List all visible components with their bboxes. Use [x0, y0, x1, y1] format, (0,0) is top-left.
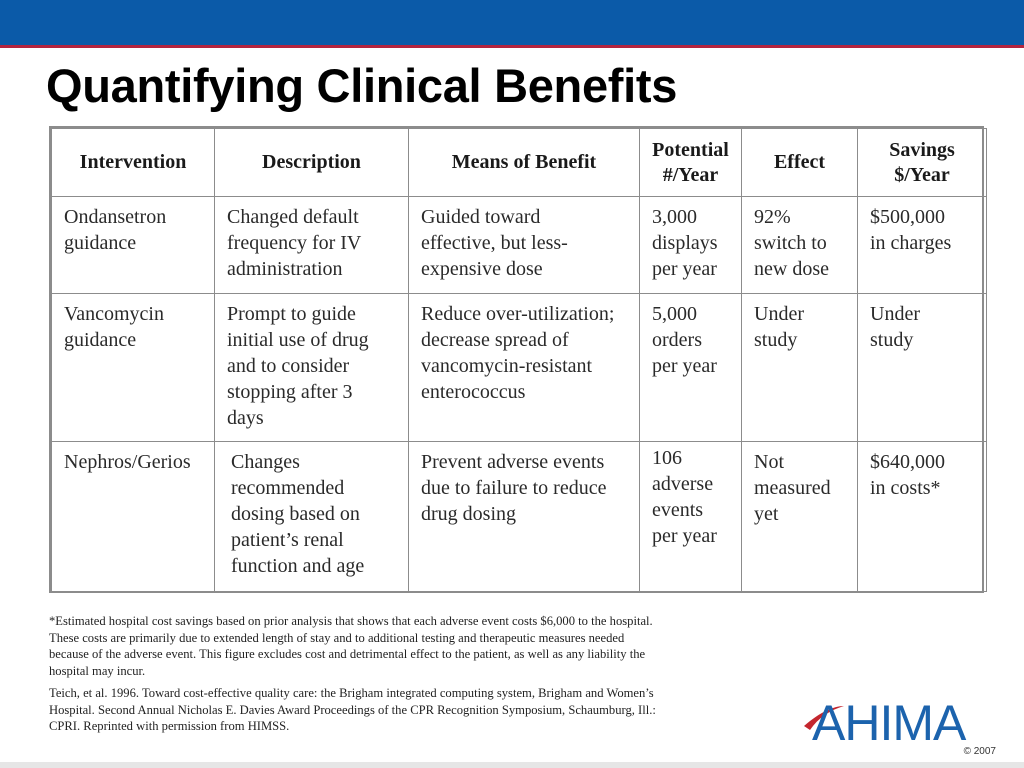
cell-description: Changed default frequency for IV administration [215, 197, 409, 294]
header-potential-per-year: Potential #/Year [640, 129, 742, 197]
cell-savings: $500,000 in charges [858, 197, 987, 294]
cell-means: Guided toward effective, but less- expensive dose [409, 197, 640, 294]
benefits-table-frame [49, 126, 984, 593]
cell-means: Prevent adverse events due to failure to reduce drug dosing [409, 442, 640, 592]
cell-means: Reduce over-utilization; decrease spread of vancomycin-resistant enterococcus [409, 294, 640, 442]
cell-savings: $640,000 in costs* [858, 442, 987, 592]
cell-intervention: Nephros/Gerios [52, 442, 215, 592]
copyright-text: © 2007 [963, 746, 996, 757]
top-banner [0, 0, 1024, 45]
top-accent-line [0, 45, 1024, 48]
cell-potential: 3,000 displays per year [640, 197, 742, 294]
cell-effect: Under study [742, 294, 858, 442]
header-savings-per-year: Savings $/Year [858, 129, 987, 197]
cell-description: Prompt to guide initial use of drug and to consider stopping after 3 days [215, 294, 409, 442]
slide-title: Quantifying Clinical Benefits [46, 59, 678, 112]
header-description: Description [215, 129, 409, 197]
cell-description: Changes recommended dosing based on patient’s renal function and age [215, 442, 409, 592]
table-row [52, 197, 987, 294]
footnote-text: *Estimated hospital cost savings based on prior analysis that shows that each adverse event costs $6,000 to the hospital. These costs are primarily due to extended length of stay and to additional testing and therapeutic measures needed because of the adverse event. This figure excludes cost and detrimental effect to the patient, as well as any liability the hospital may incur. [49, 614, 653, 678]
citation-text: Teich, et al. 1996. Toward cost-effective quality care: the Brigham integrated computing system, Brigham and Women’s Hospital. Second Annual Nicholas E. Davies Award Proceedings of the CPR Recognition Symposium, Schaumburg, Ill.: CPRI. Reprinted with permission from HIMSS. [49, 686, 656, 733]
header-means-of-benefit: Means of Benefit [409, 129, 640, 197]
header-intervention: Intervention [52, 129, 215, 197]
cell-potential: 5,000 orders per year [640, 294, 742, 442]
table-row [52, 294, 987, 442]
logo-text: AHIMA [812, 695, 966, 748]
cell-savings: Under study [858, 294, 987, 442]
cell-intervention: Vancomycin guidance [52, 294, 215, 442]
table-header-row [52, 129, 987, 197]
cell-effect: Not measured yet [742, 442, 858, 592]
cell-potential: 106 adverse events per year [640, 442, 742, 592]
cell-intervention: Ondansetron guidance [52, 197, 215, 294]
bottom-bar [0, 762, 1024, 768]
header-effect: Effect [742, 129, 858, 197]
cell-effect: 92% switch to new dose [742, 197, 858, 294]
table-row [52, 442, 987, 592]
ahima-logo [800, 692, 1000, 748]
benefits-table [51, 128, 987, 592]
